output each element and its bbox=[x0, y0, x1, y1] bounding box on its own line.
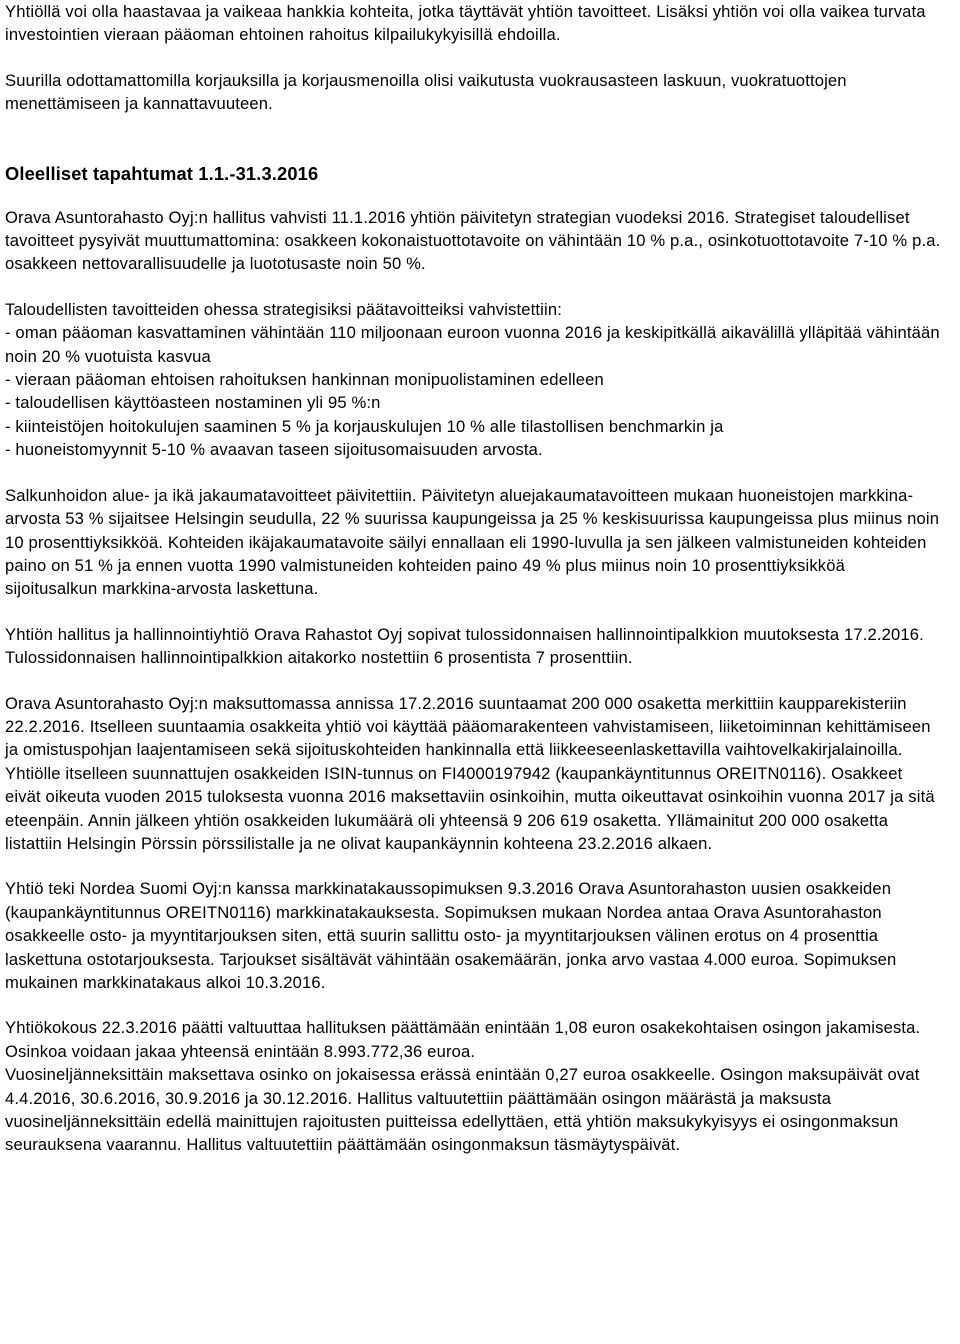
list-item: - taloudellisen käyttöasteen nostaminen yli 95 %:n bbox=[5, 393, 381, 413]
list-item: - oman pääoman kasvattaminen vähintään 110 miljoonaan euroon vuonna 2016 ja keskipitkällä aikavälillä ylläpitää vähintään noin 20 % vuotuista kasvua bbox=[5, 323, 940, 366]
strategy-paragraph: Orava Asuntorahasto Oyj:n hallitus vahvisti 11.1.2016 yhtiön päivitetyn strategian vuodeksi 2016. Strategiset taloudelliset tavoitteet pysyivät muuttumattomina: osakkeen kokonaistuottotavoite on vähintään 10 % p.a., osinkotuottotavoite 7-10 % p.a. osakkeen nettovarallisuudelle ja luototusaste noin 50 %. bbox=[5, 207, 941, 274]
section-heading: Oleelliset tapahtumat 1.1.-31.3.2016 bbox=[5, 162, 319, 184]
agm-paragraph-2: Vuosineljänneksittäin maksettava osinko on jokaisessa erässä enintään 0,27 euroa osakkeelle. Osingon maksupäivät ovat 4.4.2016, 30.6.2016, 30.9.2016 ja 30.12.2016. Hallitus valtuutettiin päättämään osingon määrästä ja maksusta vuosineljänneksittäin edellä mainittujen rajoitusten puitteissa edellyttäen, että yhtiön maksukykyisyys ei osingonmaksun seurauksena vaarannu. Hallitus valtuutettiin päättämään osingonmaksun täsmäytyspäivät. bbox=[5, 1065, 920, 1155]
intro-paragraph-1: Yhtiöllä voi olla haastavaa ja vaikeaa hankkia kohteita, jotka täyttävät yhtiön tavoitteet. Lisäksi yhtiön voi olla vaikea turvata investointien vieraan pääoman ehtoinen rahoitus kilpailukykyisillä ehdoilla. bbox=[5, 2, 926, 45]
list-item: - kiinteistöjen hoitokulujen saaminen 5 % ja korjauskulujen 10 % alle tilastollisen benchmarkin ja bbox=[5, 416, 724, 436]
market-making-paragraph: Yhtiö teki Nordea Suomi Oyj:n kanssa markkinatakaussopimuksen 9.3.2016 Orava Asuntorahaston uusien osakkeiden (kaupankäyntitunnus OREITN0116) markkinatakauksesta. Sopimuksen mukaan Nordea antaa Orava Asuntorahaston osakkeelle osto- ja myyntitarjouksen siten, että suurin sallittu osto- ja myyntitarjouksen välinen erotus on 4 prosenttia laskettuna ostotarjouksesta. Tarjoukset sisältävät vähintään osakemäärän, jonka arvo vastaa 4.000 euroa. Sopimuksen mukainen markkinatakaus alkoi 10.3.2016. bbox=[5, 879, 897, 992]
portfolio-paragraph: Salkunhoidon alue- ja ikä jakaumatavoitteet päivitettiin. Päivitetyn aluejakaumatavoitteen mukaan huoneistojen markkina-arvosta 53 % sijaitsee Helsingin seudulla, 22 % suurissa kaupungeissa ja 25 % keskisuurissa kaupungeissa plus miinus noin 10 prosenttiyksikköä. Kohteiden ikäjakaumatavoite säilyi ennallaan eli 1990-luvulla ja sen jälkeen valmistuneiden kohteiden paino on 51 % ja ennen vuotta 1990 valmistuneiden kohteiden paino 49 % plus miinus noin 10 prosenttiyksikköä sijoitusalkun markkina-arvosta laskettuna. bbox=[5, 485, 940, 599]
list-item: - vieraan pääoman ehtoisen rahoituksen hankinnan monipuolistaminen edelleen bbox=[5, 370, 604, 390]
agm-paragraph-1: Yhtiökokous 22.3.2016 päätti valtuuttaa hallituksen päättämään enintään 1,08 euron osakekohtaisen osingon jakamisesta. Osinkoa voidaan jakaa yhteensä enintään 8.993.772,36 euroa. bbox=[5, 1018, 921, 1061]
strategy-goals bbox=[5, 298, 942, 462]
shares-paragraph: Orava Asuntorahasto Oyj:n maksuttomassa annissa 17.2.2016 suuntaamat 200 000 osaketta merkittiin kaupparekisteriin 22.2.2016. Itselleen suuntaamia osakkeita yhtiö voi käyttää pääomarakenteen vahvistamiseen, liiketoiminnan kehittämiseen ja omistuspohjan laajentamiseen sekä sijoituskohteiden hankinnalla että liikkeeseenlaskettavilla vaihtovelkakirjalainoilla. Yhtiölle itselleen suunnattujen osakkeiden ISIN-tunnus on FI4000197942 (kaupankäyntitunnus OREITN0116). Osakkeet eivät oikeuta vuoden 2015 tuloksesta vuonna 2016 maksettaviin osinkoihin, mutta oikeuttavat osinkoihin vuonna 2017 ja sitä eteenpäin. Annin jälkeen yhtiön osakkeiden lukumäärä oli yhteensä 9 206 619 osaketta. Yllämainitut 200 000 osaketta listattiin Helsingin Pörssin pörssilistalle ja ne olivat kaupankäynnin kohteena 23.2.2016 alkaen. bbox=[5, 693, 935, 853]
fees-paragraph: Yhtiön hallitus ja hallinnointiyhtiö Orava Rahastot Oyj sopivat tulossidonnaisen hallinnointipalkkion muutoksesta 17.2.2016. Tulossidonnaisen hallinnointipalkkion aitakorko nostettiin 6 prosentista 7 prosenttiin. bbox=[5, 624, 924, 668]
strategy-goals-intro: Taloudellisten tavoitteiden ohessa strategisiksi päätavoitteiksi vahvistettiin: bbox=[5, 299, 562, 319]
list-item: - huoneistomyynnit 5-10 % avaavan taseen sijoitusomaisuuden arvosta. bbox=[5, 440, 543, 460]
intro-paragraph-2: Suurilla odottamattomilla korjauksilla ja korjausmenoilla olisi vaikutusta vuokrausasteen laskuun, vuokratuottojen menettämiseen ja kannattavuuteen. bbox=[5, 70, 847, 114]
